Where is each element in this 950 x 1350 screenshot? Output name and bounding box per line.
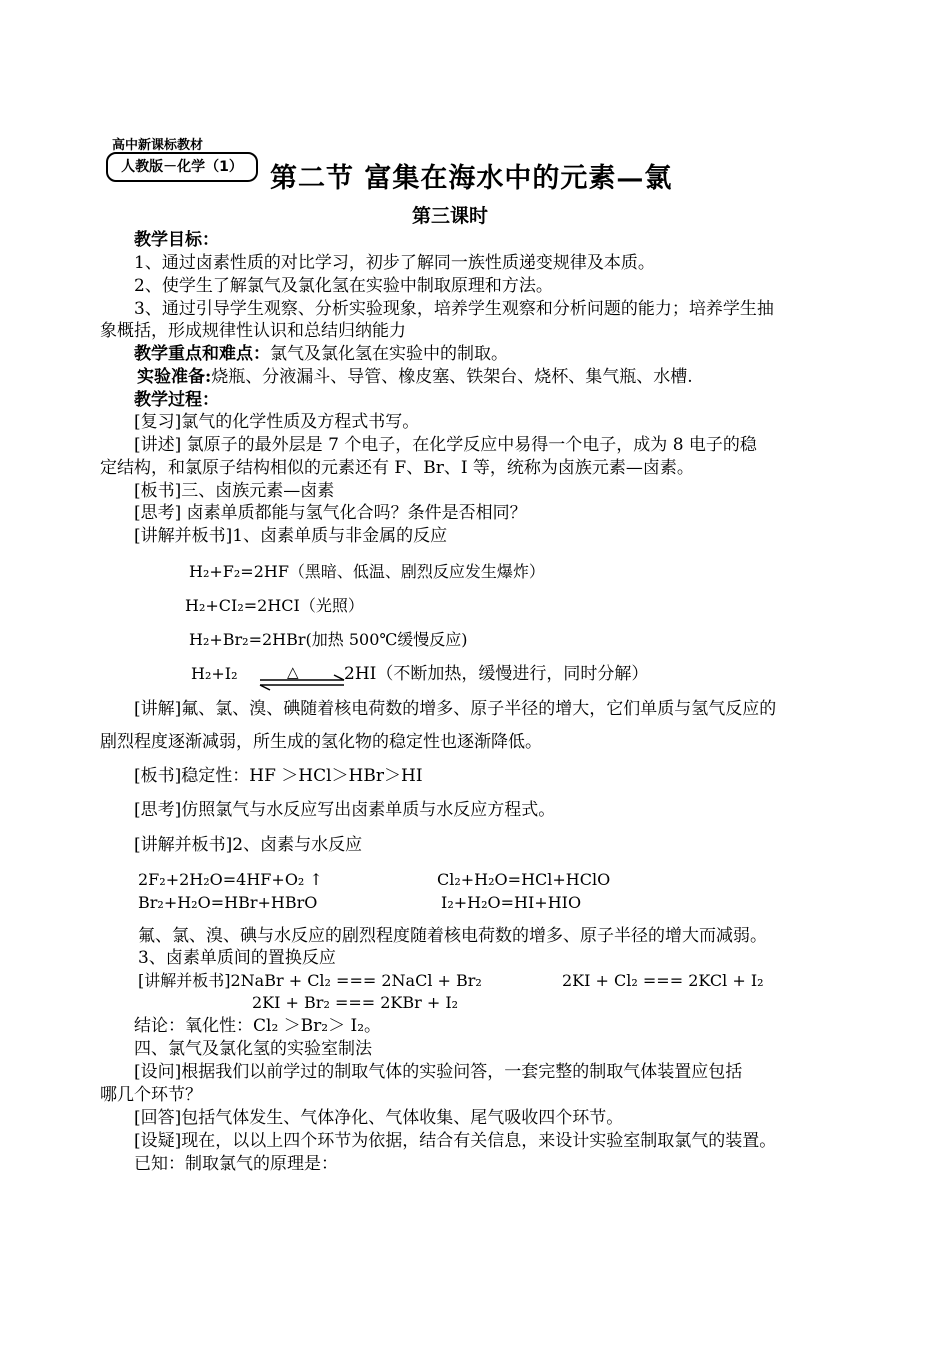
explain-3: [讲解并板书]2、卤素与水反应	[134, 835, 363, 855]
key-points-heading: 教学重点和难点：	[134, 344, 270, 364]
key-points-text: 氯气及氯化氢在实验中的制取。	[270, 344, 508, 364]
equation-h2-cl2: H₂+CI₂=2HCI（光照）	[185, 596, 364, 615]
equation-h2-br2: H₂+Br₂=2HBr(加热 500℃缓慢反应)	[189, 630, 468, 649]
lecture-1-line-2: 定结构，和氯原子结构相似的元素还有 F、Br、I 等，统称为卤族元素—卤素。	[100, 458, 694, 478]
equation-h2-i2-right: 2HI（不断加热，缓慢进行，同时分解）	[344, 664, 649, 684]
exchange-equation-1: [讲解并板书]2NaBr + Cl₂ === 2NaCl + Br₂	[138, 971, 482, 990]
explain-2-line-1: [讲解]氟、氯、溴、碘随着核电荷数的增多、原子半径的增大，它们单质与氢气反应的	[134, 699, 777, 719]
exchange-equation-3: 2KI + Br₂ === 2KBr + I₂	[252, 993, 459, 1012]
think-2: [思考]仿照氯气与水反应写出卤素单质与水反应方程式。	[134, 800, 556, 820]
exchange-equation-2: 2KI + Cl₂ === 2KCl + I₂	[562, 971, 764, 990]
heat-symbol: △	[287, 663, 299, 681]
water-note: 氟、氯、溴、碘与水反应的剧烈程度随着核电荷数的增多、原子半径的增大而减弱。	[138, 926, 767, 946]
board-1: [板书]三、卤族元素—卤素	[134, 481, 335, 501]
goal-3-line-2: 象概括，形成规律性认识和总结归纳能力	[100, 321, 406, 341]
series-label: 高中新课标教材	[112, 138, 204, 153]
preparation-heading: 实验准备:	[137, 367, 212, 387]
goal-2: 2、使学生了解氯气及氯化氢在实验中制取原理和方法。	[134, 276, 553, 296]
reversible-arrow-icon	[258, 668, 346, 692]
think-1: [思考] 卤素单质都能与氢气化合吗？条件是否相同？	[134, 503, 527, 523]
preparation	[137, 366, 693, 388]
water-equation-br2: Br₂+H₂O=HBr+HBrO	[138, 893, 318, 912]
explain-2-line-2: 剧烈程度逐渐减弱，所生成的氢化物的稳定性也逐渐降低。	[100, 732, 542, 752]
goal-3-line-1: 3、通过引导学生观察、分析实验现象，培养学生观察和分析问题的能力；培养学生抽	[134, 299, 774, 319]
explain-1: [讲解并板书]1、卤素单质与非金属的反应	[134, 526, 448, 546]
goal-1: 1、通过卤素性质的对比学习，初步了解同一族性质递变规律及本质。	[134, 253, 655, 273]
equation-h2-f2: H₂+F₂=2HF（黑暗、低温、剧烈反应发生爆炸）	[189, 562, 545, 581]
conclusion: 结论：氧化性：Cl₂ ＞Br₂＞ I₂。	[134, 1016, 382, 1036]
equation-h2-i2-left: H₂+I₂	[191, 664, 238, 683]
section-4-heading: 四、氯气及氯化氢的实验室制法	[134, 1039, 372, 1059]
preparation-text: 烧瓶、分液漏斗、导管、橡皮塞、铁架台、烧杯、集气瓶、水槽.	[211, 367, 693, 387]
review-line: [复习]氯气的化学性质及方程式书写。	[134, 412, 420, 432]
lecture-1-line-1: [讲述] 氯原子的最外层是 7 个电子，在化学反应中易得一个电子，成为 8 电子的稳	[134, 435, 757, 455]
water-equation-i2: I₂+H₂O=HI+HIO	[441, 893, 582, 912]
water-equation-f2: 2F₂+2H₂O=4HF+O₂ ↑	[138, 870, 323, 889]
edition-badge: 人教版－化学（1）	[106, 152, 258, 182]
ask-line-2: 哪几个环节？	[100, 1085, 202, 1105]
ask-line-1: [设问]根据我们以前学过的制取气体的实验问答，一套完整的制取气体装置应包括	[134, 1062, 743, 1082]
doubt-line: [设疑]现在，以以上四个环节为依据，结合有关信息，来设计实验室制取氯气的装置。	[134, 1131, 777, 1151]
water-equation-cl2: Cl₂+H₂O=HCl+HClO	[437, 870, 611, 889]
known-line: 已知：制取氯气的原理是：	[134, 1154, 338, 1174]
answer-line: [回答]包括气体发生、气体净化、气体收集、尾气吸收四个环节。	[134, 1108, 624, 1128]
lesson-subtitle: 第三课时	[412, 205, 489, 227]
section-3-heading: 3、卤素单质间的置换反应	[138, 948, 336, 968]
page-title: 第二节 富集在海水中的元素—氯	[270, 163, 673, 194]
process-heading: 教学过程：	[134, 390, 219, 410]
board-2: [板书]稳定性：HF ＞HCl＞HBr＞HI	[134, 766, 423, 786]
key-points	[134, 343, 508, 365]
goals-heading: 教学目标：	[134, 230, 219, 250]
